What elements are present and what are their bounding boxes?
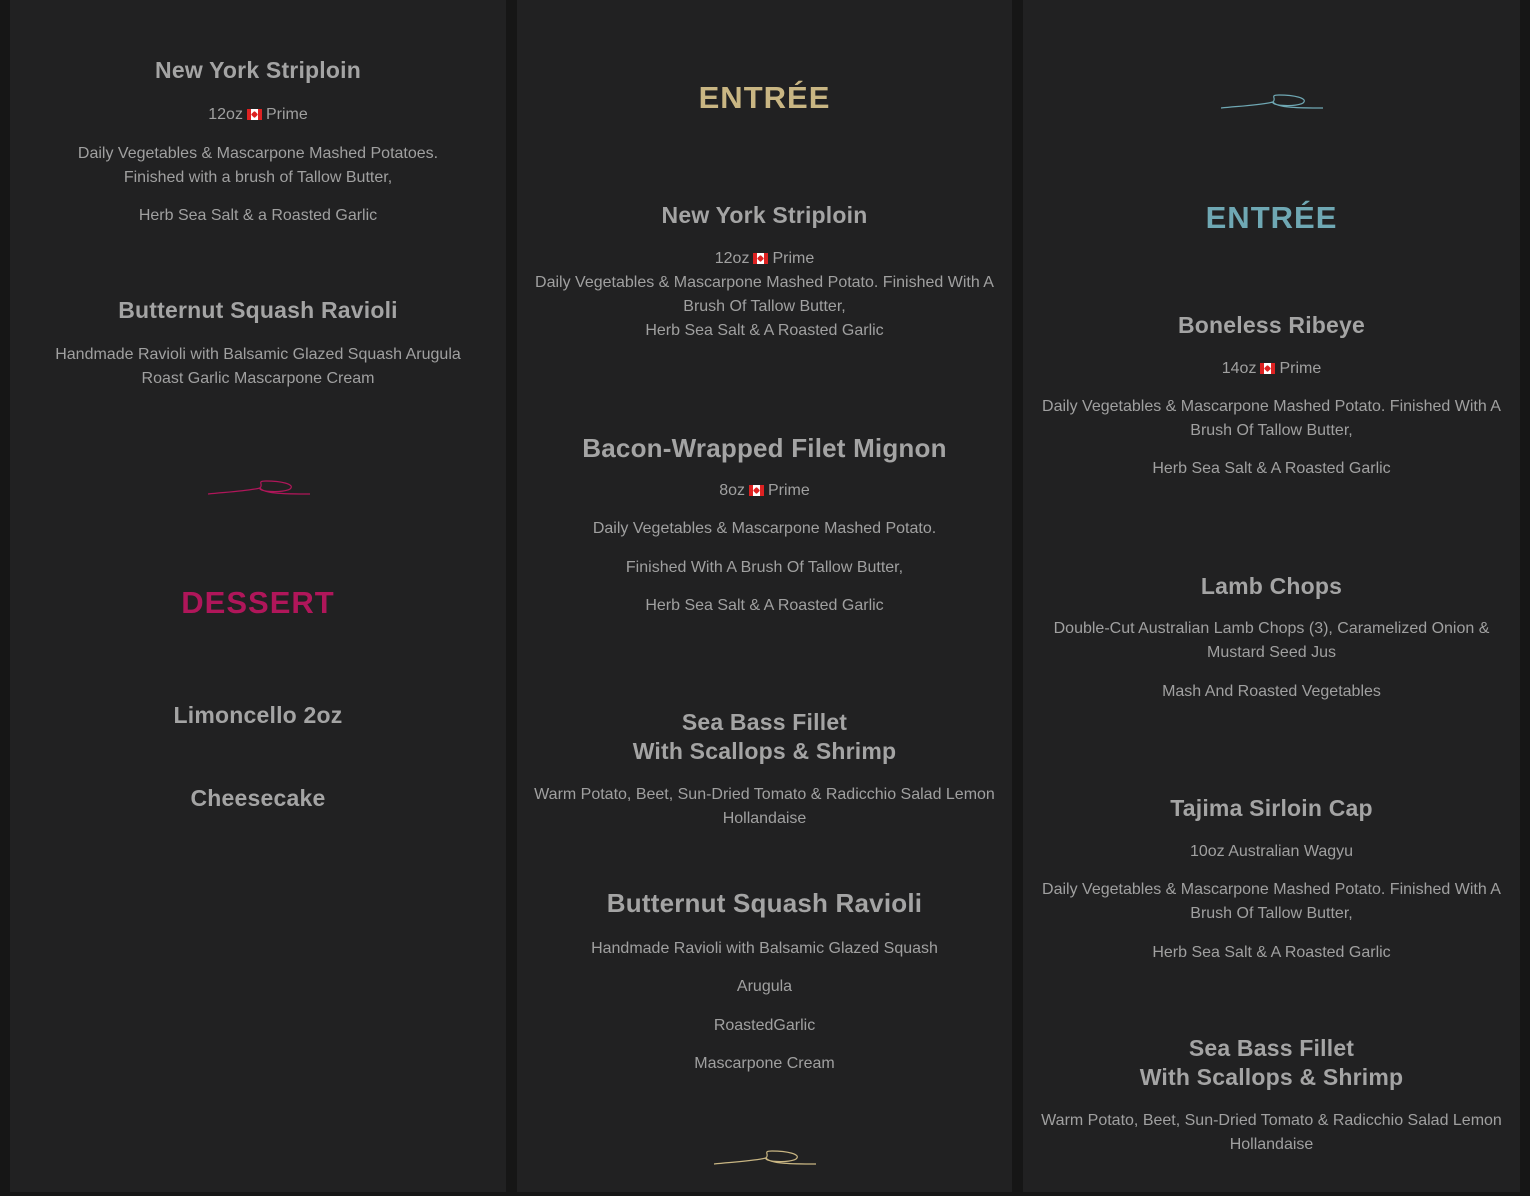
item-weight: 12oz: [714, 250, 750, 267]
item-weight-grade: [1023, 357, 1520, 381]
swirl-divider-icon: [714, 1148, 816, 1168]
item-description: Handmade Ravioli with Balsamic Glazed Squash Arugula: [55, 346, 461, 363]
item-description: Handmade Ravioli with Balsamic Glazed Squash: [591, 940, 938, 957]
item-grade: Prime: [768, 482, 810, 499]
section-heading-dessert: DESSERT: [181, 585, 335, 620]
item-weight: 14oz: [1221, 360, 1257, 377]
item-title: Butternut Squash Ravioli: [606, 888, 923, 918]
canada-flag-icon: [1260, 363, 1275, 374]
canada-flag-icon: [247, 109, 262, 120]
item-description: Warm Potato, Beet, Sun-Dried Tomato & Radicchio Salad Lemon: [1041, 1112, 1502, 1129]
item-description: Roast Garlic Mascarpone Cream: [141, 370, 375, 387]
item-title: Boneless Ribeye: [1177, 312, 1366, 338]
item-description: Double-Cut Australian Lamb Chops (3), Caramelized Onion &: [1053, 620, 1490, 637]
item-title: Tajima Sirloin Cap: [1170, 795, 1373, 821]
menu-column-right: [1023, 0, 1520, 1192]
item-description: Finished with a brush of Tallow Butter,: [123, 169, 393, 186]
swirl-divider-icon: [1221, 92, 1323, 112]
item-description: Daily Vegetables & Mascarpone Mashed Potatoes.: [77, 145, 439, 162]
item-grade: Prime: [772, 250, 815, 267]
canada-flag-icon: [753, 253, 768, 264]
item-description: Herb Sea Salt & A Roasted Garlic: [1152, 460, 1391, 477]
item-description: Arugula: [736, 978, 793, 995]
menu-column-left: [10, 0, 506, 1192]
item-description: Herb Sea Salt & A Roasted Garlic: [1152, 944, 1391, 961]
item-weight: 12oz: [208, 106, 243, 123]
item-description: Herb Sea Salt & A Roasted Garlic: [645, 322, 884, 339]
item-title: Butternut Squash Ravioli: [118, 297, 398, 323]
item-title: Lamb Chops: [1200, 573, 1343, 599]
item-title: New York Striploin: [661, 202, 868, 228]
item-description: Mash And Roasted Vegetables: [1162, 683, 1381, 700]
item-description: Mascarpone Cream: [694, 1055, 835, 1072]
item-description: 10oz Australian Wagyu: [1189, 843, 1354, 860]
item-weight: 8oz: [719, 482, 745, 499]
item-weight-grade: [517, 247, 1012, 271]
item-description: RoastedGarlic: [713, 1017, 816, 1034]
item-grade: Prime: [265, 106, 308, 123]
section-heading-entree: ENTRÉE: [1205, 200, 1338, 235]
item-title: Sea Bass Fillet: [681, 709, 848, 735]
dessert-item: Limoncello 2oz: [173, 702, 343, 728]
item-description: Warm Potato, Beet, Sun-Dried Tomato & Radicchio Salad Lemon: [534, 786, 995, 803]
item-description: Brush Of Tallow Butter,: [683, 298, 846, 315]
item-title: Sea Bass Fillet: [1188, 1035, 1355, 1061]
canada-flag-icon: [749, 485, 764, 496]
item-title: Bacon-Wrapped Filet Mignon: [582, 433, 947, 463]
item-title: With Scallops & Shrimp: [632, 738, 897, 764]
item-title: New York Striploin: [155, 57, 361, 83]
item-description: Mustard Seed Jus: [1207, 644, 1336, 661]
section-heading-entree: ENTRÉE: [698, 80, 831, 115]
item-weight-grade: [10, 103, 506, 127]
item-weight-grade: [517, 479, 1012, 503]
item-description: Herb Sea Salt & a Roasted Garlic: [138, 207, 378, 224]
swirl-divider-icon: [208, 478, 310, 498]
menu-column-middle: [517, 0, 1012, 1192]
item-description: Herb Sea Salt & A Roasted Garlic: [645, 597, 884, 614]
item-description: Daily Vegetables & Mascarpone Mashed Potato. Finished With A: [1042, 398, 1501, 415]
item-description: Hollandaise: [722, 810, 807, 827]
item-grade: Prime: [1279, 360, 1322, 377]
item-description: Brush Of Tallow Butter,: [1190, 422, 1353, 439]
item-description: Brush Of Tallow Butter,: [1190, 905, 1353, 922]
item-description: Daily Vegetables & Mascarpone Mashed Potato. Finished With A: [1042, 881, 1501, 898]
item-description: Daily Vegetables & Mascarpone Mashed Potato.: [592, 520, 937, 537]
item-description: Finished With A Brush Of Tallow Butter,: [625, 559, 904, 576]
item-title: With Scallops & Shrimp: [1139, 1064, 1404, 1090]
item-description: Daily Vegetables & Mascarpone Mashed Potato. Finished With A: [535, 274, 994, 291]
dessert-item: Cheesecake: [190, 785, 326, 811]
item-description: Hollandaise: [1229, 1136, 1314, 1153]
